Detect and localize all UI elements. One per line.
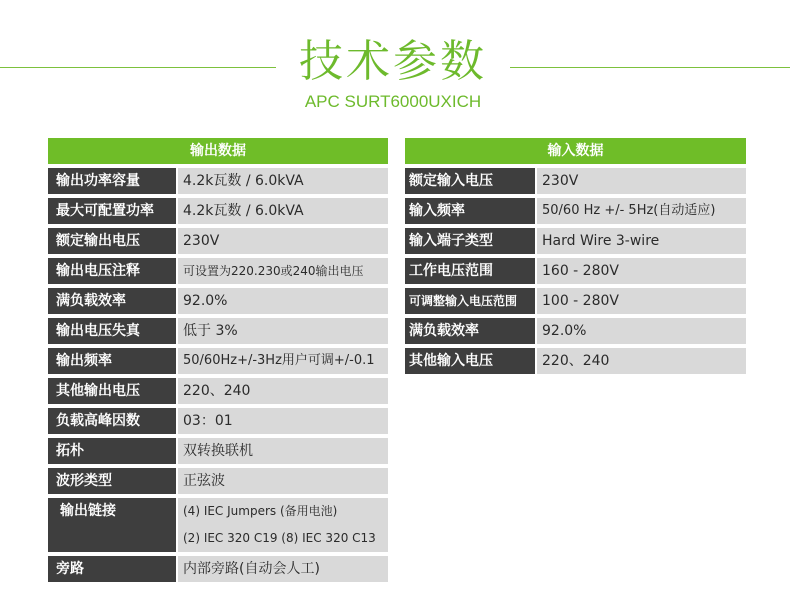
row-value: 正弦波 (178, 468, 388, 494)
input-table-heading: 输入数据 (405, 138, 746, 164)
table-row (405, 288, 746, 314)
output-table-heading: 输出数据 (48, 138, 388, 164)
row-value (178, 498, 388, 552)
table-row (405, 198, 746, 224)
row-label: 输出电压注释 (48, 258, 176, 284)
input-data-table (405, 138, 746, 374)
row-label: 满负载效率 (48, 288, 176, 314)
table-row (48, 498, 388, 552)
row-label: 满负载效率 (405, 318, 535, 344)
table-row (48, 258, 388, 284)
table-row (48, 468, 388, 494)
output-data-table (48, 138, 388, 582)
row-value: 230V (537, 168, 746, 194)
table-row (405, 228, 746, 254)
row-label: 其他输出电压 (48, 378, 176, 404)
table-row (48, 556, 388, 582)
row-label: 输入频率 (405, 198, 535, 224)
header-rule-right (510, 67, 790, 68)
row-value: 03：01 (178, 408, 388, 434)
row-value: 4.2k瓦数 / 6.0kVA (178, 168, 388, 194)
table-row (48, 348, 388, 374)
row-label: 拓朴 (48, 438, 176, 464)
row-label: 额定输出电压 (48, 228, 176, 254)
row-value: 可设置为220.230或240输出电压 (178, 258, 388, 284)
row-label: 输出电压失真 (48, 318, 176, 344)
row-label: 可调整输入电压范围 (405, 288, 535, 314)
row-value: 50/60 Hz +/- 5Hz(自动适应) (537, 198, 746, 224)
row-label: 工作电压范围 (405, 258, 535, 284)
row-label: 负载高峰因数 (48, 408, 176, 434)
row-label: 最大可配置功率 (48, 198, 176, 224)
table-row (405, 168, 746, 194)
table-row (48, 438, 388, 464)
page-title: 技术参数 (299, 36, 487, 87)
table-row (48, 378, 388, 404)
table-row (48, 408, 388, 434)
row-value: 低于 3% (178, 318, 388, 344)
row-value: 4.2k瓦数 / 6.0kVA (178, 198, 388, 224)
row-value: 220、240 (178, 378, 388, 404)
table-row (405, 348, 746, 374)
row-label: 输出链接 (48, 498, 176, 552)
row-value: 100 - 280V (537, 288, 746, 314)
row-label: 其他输入电压 (405, 348, 535, 374)
row-value: 230V (178, 228, 388, 254)
row-value: 双转换联机 (178, 438, 388, 464)
table-row (48, 228, 388, 254)
table-row (48, 198, 388, 224)
table-row (48, 288, 388, 314)
row-value: 160 - 280V (537, 258, 746, 284)
row-value: 50/60Hz+/-3Hz用户可调+/-0.1 (178, 348, 388, 374)
row-value-line: (4) IEC Jumpers (备用电池) (183, 504, 338, 518)
row-value: 92.0% (537, 318, 746, 344)
row-label: 波形类型 (48, 468, 176, 494)
row-value-line: (2) IEC 320 C19 (8) IEC 320 C13 (183, 531, 376, 545)
row-value: 220、240 (537, 348, 746, 374)
row-value: 内部旁路(自动会人工) (178, 556, 388, 582)
row-label: 输出频率 (48, 348, 176, 374)
model-subtitle: APC SURT6000UXICH (304, 92, 482, 111)
table-row (48, 168, 388, 194)
row-value: 92.0% (178, 288, 388, 314)
header-rule-left (0, 67, 276, 68)
table-row (405, 258, 746, 284)
table-row (405, 318, 746, 344)
row-label: 旁路 (48, 556, 176, 582)
row-value: Hard Wire 3-wire (537, 228, 746, 254)
table-row (48, 318, 388, 344)
row-label: 输出功率容量 (48, 168, 176, 194)
row-label: 输入端子类型 (405, 228, 535, 254)
row-label: 额定输入电压 (405, 168, 535, 194)
